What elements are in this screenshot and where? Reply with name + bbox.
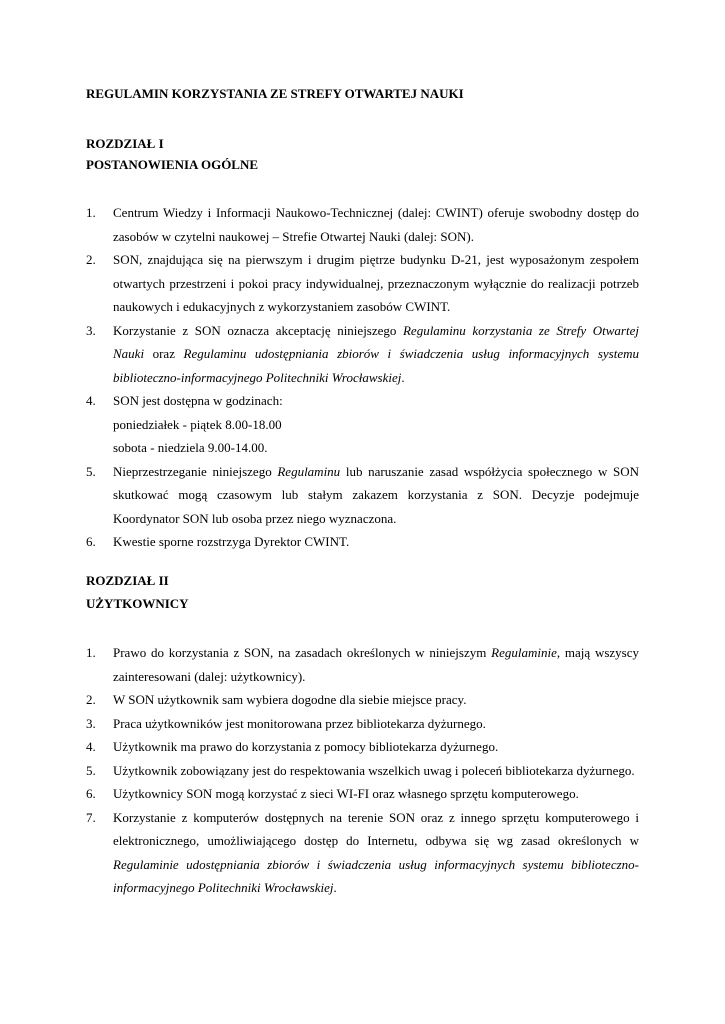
- item-text-part: Korzystanie z SON oznacza akceptację niniejszego: [113, 322, 403, 338]
- hours-weekday: poniedziałek - piątek 8.00-18.00: [113, 416, 282, 432]
- list-item: [86, 782, 639, 806]
- item-text-part: lub naruszanie zasad współżycia społecznego w SON skutkować mogą czasowym lub stałym zakazem korzystania z SON. Decyzje podejmuje Koordynator SON lub osoba przez niego wyznaczona.: [113, 463, 639, 526]
- regulation-title: Regulaminie: [491, 645, 557, 660]
- list-item: [86, 759, 639, 783]
- item-number: 2.: [86, 252, 96, 267]
- item-text-part: Nieprzestrzeganie niniejszego: [113, 463, 278, 479]
- item-number: 6.: [86, 534, 96, 549]
- list-item: [86, 712, 639, 736]
- item-text-part: , mają wszyscy zainteresowani (dalej: użytkownicy).: [113, 645, 640, 684]
- item-text-part: oraz: [144, 346, 184, 361]
- item-number: 4.: [86, 393, 96, 408]
- list-item: [86, 530, 639, 554]
- item-text: [113, 460, 639, 531]
- item-number: 2.: [86, 692, 96, 707]
- regulation-title: Regulaminie udostępniania zbiorów i świadczenia usług informacyjnych systemu biblioteczno-informacyjnego Politechniki Wrocławskiej: [113, 856, 639, 895]
- regulation-title: Regulaminu korzystania ze Strefy Otwartej Nauki: [113, 322, 639, 361]
- chapter-1-heading: POSTANOWIENIA OGÓLNE: [86, 157, 259, 172]
- item-text: SON, znajdująca się na pierwszym i drugim piętrze budynku D-21, jest wyposażonym zespołem otwartych przestrzeni i pokoi pracy indywidualnej, przeznaczonym wyłącznie do realizacji potrzeb naukowych i edukacyjnych z wykorzystaniem zasobów CWINT.: [113, 252, 639, 314]
- item-number: 3.: [86, 715, 96, 731]
- regulation-title: Regulaminu: [277, 463, 341, 479]
- item-text-part: Prawo do korzystania z SON, na zasadach określonych w niniejszym: [113, 645, 492, 660]
- chapter-2-label: ROZDZIAŁ II: [86, 573, 169, 588]
- chapter-1-label: ROZDZIAŁ I: [86, 136, 164, 151]
- item-number: 1.: [86, 645, 96, 660]
- item-text: SON jest dostępna w godzinach:: [113, 393, 283, 408]
- item-text-part: Korzystanie z komputerów dostępnych na terenie SON oraz z innego sprzętu komputerowego i elektronicznego, umożliwiającego dostęp do Internetu, odbywa się wg zasad określonych w: [113, 809, 639, 848]
- list-item: [86, 460, 639, 531]
- item-text: Użytkownik ma prawo do korzystania z pomocy bibliotekarza dyżurnego.: [113, 739, 499, 754]
- item-text-part: .: [333, 880, 337, 895]
- list-item: [86, 389, 639, 460]
- item-text: W SON użytkownik sam wybiera dogodne dla siebie miejsce pracy.: [113, 692, 467, 707]
- item-text: Praca użytkowników jest monitorowana przez bibliotekarza dyżurnego.: [113, 715, 486, 731]
- list-item: [86, 201, 639, 248]
- item-text: Użytkownik zobowiązany jest do respektowania wszelkich uwag i poleceń bibliotekarza dyżurnego.: [113, 762, 635, 778]
- item-text: Kwestie sporne rozstrzyga Dyrektor CWINT.: [113, 534, 350, 549]
- item-number: 3.: [86, 322, 96, 338]
- list-item: [86, 688, 639, 712]
- item-number: 4.: [86, 739, 96, 754]
- list-item: [86, 806, 639, 900]
- list-item: [86, 248, 639, 319]
- list-item: [86, 735, 639, 759]
- hours-weekend: sobota - niedziela 9.00-14.00.: [113, 440, 268, 455]
- chapter-2-heading: UŻYTKOWNICY: [86, 596, 189, 611]
- chapter-2-list: [86, 641, 639, 900]
- item-number: 1.: [86, 205, 96, 220]
- item-number: 6.: [86, 786, 96, 801]
- list-item: [86, 641, 639, 688]
- document-title: REGULAMIN KORZYSTANIA ZE STREFY OTWARTEJ NAUKI: [86, 86, 464, 101]
- chapter-1-list: [86, 201, 639, 554]
- item-text: [113, 319, 639, 390]
- regulation-title: Regulaminu udostępniania zbiorów i świadczenia usług informacyjnych systemu biblioteczno-informacyjnego Politechniki Wrocławskiej: [113, 346, 640, 385]
- item-number: 7.: [86, 809, 96, 825]
- item-text: Centrum Wiedzy i Informacji Naukowo-Technicznej (dalej: CWINT) oferuje swobodny dostęp do zasobów w czytelni naukowej – Strefie Otwartej Nauki (dalej: SON).: [113, 205, 639, 244]
- item-number: 5.: [86, 463, 96, 479]
- item-number: 5.: [86, 762, 96, 778]
- item-text-part: .: [401, 369, 405, 385]
- item-text: [113, 806, 639, 900]
- item-text: Użytkownicy SON mogą korzystać z sieci WI-FI oraz własnego sprzętu komputerowego.: [113, 786, 579, 801]
- item-text: [113, 641, 639, 688]
- list-item: [86, 319, 639, 390]
